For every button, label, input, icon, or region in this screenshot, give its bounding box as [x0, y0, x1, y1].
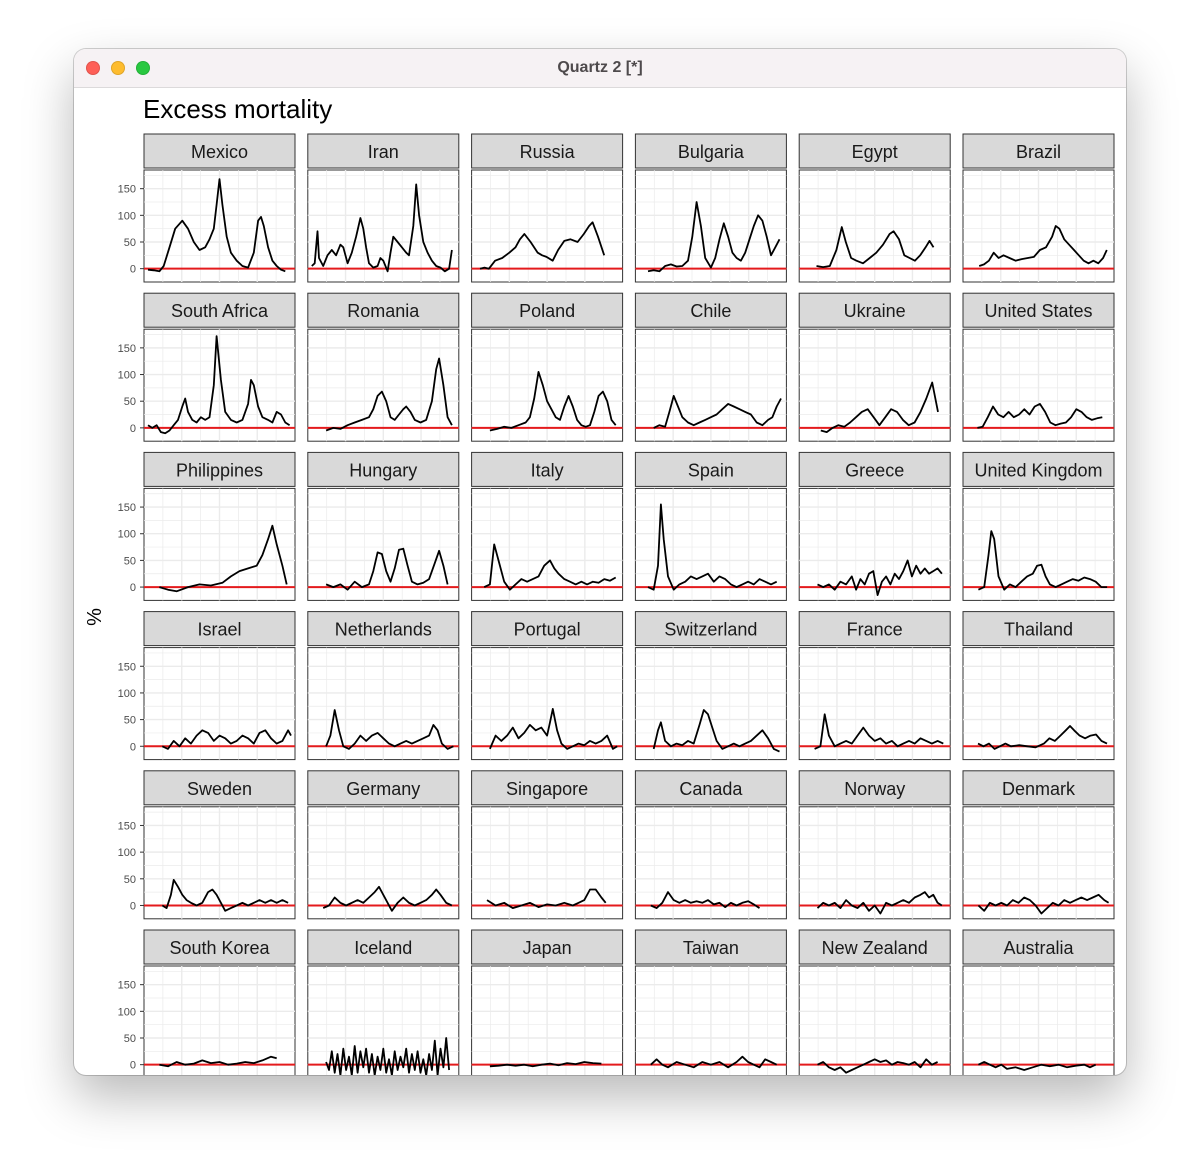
facet-label: Switzerland	[664, 619, 758, 640]
facet-label: Singapore	[506, 778, 589, 799]
app-window	[74, 49, 1126, 1075]
facet-panel	[799, 612, 950, 760]
facet-label: Germany	[346, 778, 421, 799]
facet-panel	[635, 293, 786, 441]
facet-label: Egypt	[851, 142, 898, 162]
facet-label: United Kingdom	[974, 460, 1103, 481]
facet-label: Australia	[1003, 938, 1074, 958]
y-tick-label: 50	[123, 237, 136, 249]
facet-panel	[308, 612, 459, 760]
title-bar[interactable]	[74, 49, 1126, 88]
facet-label: New Zealand	[821, 938, 928, 958]
plot-canvas	[74, 87, 1126, 1075]
facet-panel	[963, 134, 1114, 282]
y-tick-label: 0	[129, 263, 136, 276]
facet-panel	[799, 930, 950, 1075]
y-tick-label: 50	[123, 873, 136, 886]
facet-panel	[118, 771, 295, 919]
facet-panel	[635, 930, 786, 1075]
y-tick-label: 50	[123, 396, 136, 409]
y-tick-label: 0	[129, 582, 136, 595]
facet-label: Ukraine	[843, 301, 906, 322]
y-tick-label: 150	[117, 502, 136, 515]
y-tick-label: 100	[117, 528, 136, 541]
facet-panel	[472, 930, 623, 1075]
facet-label: Chile	[690, 301, 732, 322]
facet-panel	[308, 293, 459, 441]
y-tick-label: 100	[117, 847, 136, 860]
facet-label: Thailand	[1003, 619, 1074, 640]
y-tick-label: 100	[117, 687, 136, 700]
facet-panel	[308, 134, 459, 282]
window-title: Quartz 2 [*]	[557, 59, 643, 76]
y-tick-label: 150	[117, 820, 136, 833]
facet-panel	[118, 930, 295, 1075]
y-tick-label: 0	[129, 422, 136, 435]
facet-panel	[963, 293, 1114, 441]
facet-label: Romania	[347, 301, 420, 322]
y-tick-label: 100	[117, 210, 136, 223]
y-axis-label: %	[84, 608, 106, 626]
faceted-line-chart	[74, 87, 1126, 1075]
y-tick-label: 50	[123, 714, 136, 727]
facet-panel	[472, 771, 623, 919]
facet-label: United States	[984, 301, 1093, 322]
facet-panel	[118, 134, 295, 282]
facet-panel	[635, 452, 786, 600]
facet-panel	[635, 134, 786, 282]
facet-label: Philippines	[175, 460, 264, 481]
facet-label: Iceland	[354, 938, 413, 958]
facet-label: Mexico	[190, 142, 249, 162]
facet-label: Brazil	[1015, 142, 1062, 162]
facet-panel	[799, 293, 950, 441]
facet-label: Italy	[530, 460, 564, 481]
facet-label: Bulgaria	[677, 142, 744, 162]
facet-label: Canada	[679, 778, 743, 799]
chart-title: Excess mortality	[143, 94, 333, 124]
facet-label: Spain	[687, 460, 734, 481]
facet-panel	[308, 930, 459, 1075]
facet-panel	[963, 612, 1114, 760]
y-tick-label: 0	[129, 900, 136, 913]
facet-label: Poland	[519, 301, 576, 322]
facet-label: Sweden	[186, 778, 253, 799]
facet-panel	[118, 612, 295, 760]
facet-panel	[472, 134, 623, 282]
y-tick-label: 150	[117, 183, 136, 196]
facet-label: South Africa	[170, 301, 269, 322]
facet-panel	[635, 612, 786, 760]
facet-panel	[799, 134, 950, 282]
facet-panel	[472, 452, 623, 600]
facet-panel	[308, 452, 459, 600]
facet-panel	[963, 452, 1114, 600]
y-tick-label: 50	[123, 555, 136, 568]
facet-panel	[963, 771, 1114, 919]
facet-label: Denmark	[1001, 778, 1076, 799]
y-tick-label: 100	[117, 369, 136, 382]
y-tick-label: 0	[129, 1059, 136, 1072]
facet-label: Russia	[519, 142, 575, 162]
facet-panel	[118, 293, 295, 441]
facet-panel	[308, 771, 459, 919]
facet-panel	[472, 612, 623, 760]
y-tick-label: 150	[117, 342, 136, 355]
y-tick-label: 0	[129, 741, 136, 754]
facet-panel	[799, 771, 950, 919]
facet-label: Norway	[844, 778, 906, 799]
facet-panel	[635, 771, 786, 919]
y-tick-label: 150	[117, 661, 136, 674]
facet-label: Netherlands	[334, 619, 432, 640]
y-tick-label: 150	[117, 979, 136, 992]
facet-label: Greece	[845, 460, 905, 481]
facet-label: Hungary	[349, 460, 418, 481]
facet-label: Portugal	[513, 619, 581, 640]
facet-panel	[472, 293, 623, 441]
facet-panels	[118, 134, 1114, 1075]
facet-label: France	[846, 619, 903, 640]
facet-panel	[799, 452, 950, 600]
facet-label: Taiwan	[682, 938, 739, 958]
y-tick-label: 50	[123, 1033, 136, 1045]
facet-panel	[963, 930, 1114, 1075]
y-tick-label: 100	[117, 1006, 136, 1019]
facet-label: Japan	[522, 938, 572, 958]
facet-panel	[118, 452, 295, 600]
facet-label: Iran	[367, 142, 399, 162]
facet-label: Israel	[197, 619, 242, 640]
facet-label: South Korea	[169, 938, 270, 958]
